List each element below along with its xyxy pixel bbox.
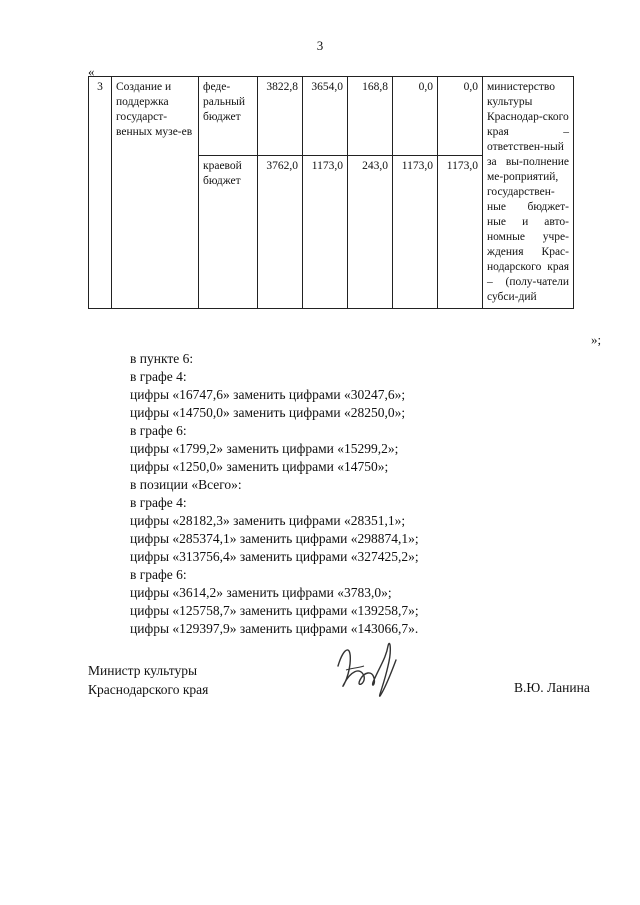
instruction-line: цифры «285374,1» заменить цифрами «298874,1»; (130, 531, 419, 546)
opening-quote: « (88, 64, 95, 79)
table-cell: 1173,0 (438, 156, 483, 309)
instruction-line: в графе 4: (130, 369, 187, 384)
table-cell: 3822,8 (258, 77, 303, 156)
table-cell: 1173,0 (393, 156, 438, 309)
table-cell: 3654,0 (303, 77, 348, 156)
table-cell: 243,0 (348, 156, 393, 309)
instruction-line: цифры «28182,3» заменить цифрами «28351,1»; (130, 513, 406, 528)
row-index: 3 (89, 77, 112, 309)
instruction-line: цифры «129397,9» заменить цифрами «143066,7». (130, 621, 419, 636)
table-cell: 168,8 (348, 77, 393, 156)
instruction-line: цифры «16747,6» заменить цифрами «30247,6»; (130, 387, 406, 402)
instruction-line: в графе 4: (130, 495, 187, 510)
instruction-line: цифры «14750,0» заменить цифрами «28250,0»; (130, 405, 406, 420)
instruction-line: цифры «1799,2» заменить цифрами «15299,2»; (130, 441, 399, 456)
page-number: 3 (316, 38, 324, 53)
responsible-party: министерство культуры Краснодар-ского края – ответствен-ный за вы-полнение ме-роприятий, государствен-ные бюджет-ные и авто-номные учре-ждения Крас-нодарского края – (полу-чатели субси-дий (483, 77, 574, 309)
activity-name: Создание и поддержка государст-венных музе-ев (112, 77, 199, 309)
instruction-line: цифры «125758,7» заменить цифрами «139258,7»; (130, 603, 419, 618)
instruction-line: в графе 6: (130, 567, 187, 582)
funding-source: краевой бюджет (199, 156, 258, 309)
instruction-line: в графе 6: (130, 423, 187, 438)
signatory-title-line: Министр культуры (88, 663, 198, 678)
program-table (88, 76, 574, 309)
amendment-instructions (130, 350, 419, 638)
table-cell: 0,0 (393, 77, 438, 156)
instruction-line: цифры «1250,0» заменить цифрами «14750»; (130, 459, 389, 474)
signatory-title-line: Краснодарского края (88, 682, 209, 697)
handwritten-signature (330, 636, 420, 706)
table-cell: 3762,0 (258, 156, 303, 309)
instruction-line: в пункте 6: (130, 351, 194, 366)
closing-quote: »; (591, 332, 602, 347)
table-cell: 0,0 (438, 77, 483, 156)
signatory-title (88, 661, 208, 699)
signatory-name: В.Ю. Ланина (514, 680, 590, 695)
instruction-line: цифры «3614,2» заменить цифрами «3783,0»; (130, 585, 392, 600)
funding-source: феде-ральный бюджет (199, 77, 258, 156)
instruction-line: в позиции «Всего»: (130, 477, 242, 492)
table-row (89, 77, 574, 156)
instruction-line: цифры «313756,4» заменить цифрами «327425,2»; (130, 549, 419, 564)
table-cell: 1173,0 (303, 156, 348, 309)
